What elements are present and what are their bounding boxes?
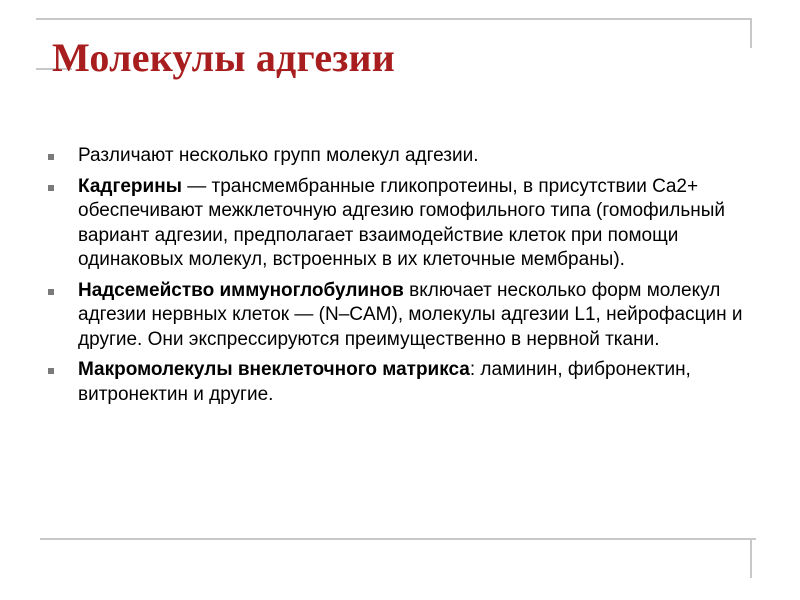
- bullet-term: Макромолекулы внеклеточного матрикса: [78, 359, 470, 380]
- bullet-item-immunoglobulins: [40, 279, 745, 353]
- bottom-right-frame-line: [750, 538, 752, 578]
- bullet-item-matrix: [40, 358, 745, 407]
- square-bullet-icon: [48, 154, 54, 160]
- bullet-term: Кадгерины: [78, 175, 182, 197]
- top-right-frame-line: [750, 18, 752, 48]
- bullet-body: включает несколько форм молекул адгезии нервных клеток — (N–CAM), молекулы адгезии L1, нейрофасцин и другие. Они экспрессируются преимущественно в нервной ткани.: [78, 279, 743, 350]
- bottom-frame-line: [40, 538, 756, 540]
- top-frame-line: [36, 18, 752, 20]
- bullet-body: — трансмембранные гликопротеины, в присутствии Ca2+ обеспечивают межклеточную адгезию гомофильного типа (гомофильный вариант адгезии, предполагает взаимодействие клеток при помощи одинаковых молекул, встроенных в их клеточные мембраны).: [78, 175, 726, 270]
- square-bullet-icon: [48, 368, 54, 374]
- bullet-text: [78, 359, 691, 405]
- bullet-text: [78, 280, 742, 350]
- bullet-text: [78, 176, 725, 271]
- square-bullet-icon: [48, 289, 54, 295]
- bullet-text: [78, 145, 478, 166]
- bullet-item-intro: [40, 144, 745, 169]
- square-bullet-icon: [48, 185, 54, 191]
- bullet-item-cadherins: [40, 175, 745, 273]
- slide-title: Молекулы адгезии: [52, 35, 396, 80]
- bullet-body: Различают несколько групп молекул адгезии.: [78, 145, 479, 166]
- slide-body: [40, 144, 745, 413]
- bullet-list: [40, 144, 745, 407]
- bullet-term: Надсемейство иммуноглобулинов: [78, 279, 404, 301]
- bullet-body: : ламинин, фибронектин, витронектин и другие.: [78, 359, 691, 405]
